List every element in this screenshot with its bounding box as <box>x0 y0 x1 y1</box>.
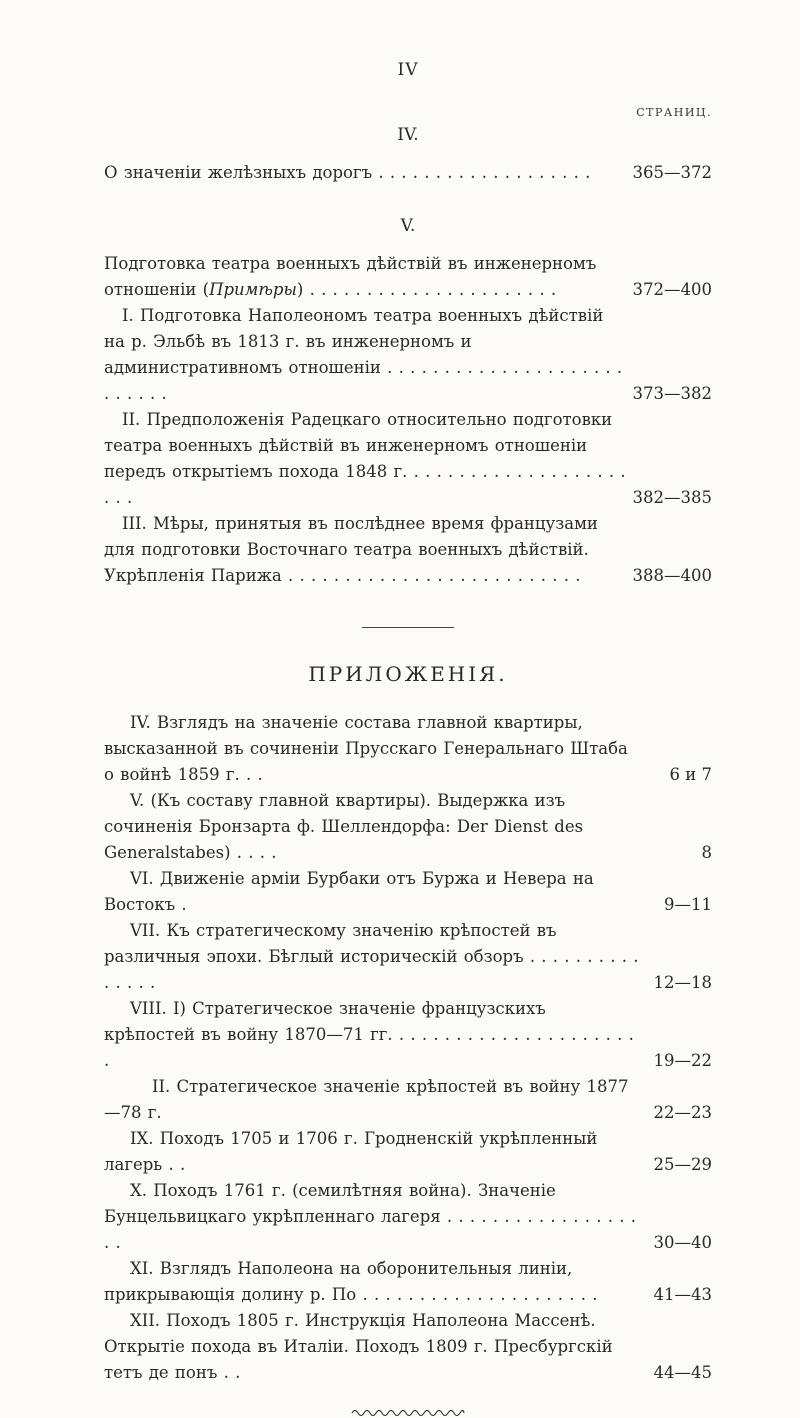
entry-text: VII. Къ стратегическому значенію крѣпостей въ различныя эпохи. Бѣглый историческій обзоръ . . . . . . . . . . . . . . . <box>104 921 639 992</box>
entry-text-pre: Подготовка театра военныхъ дѣйствій въ инженерномъ отношеніи ( <box>104 254 597 299</box>
entry-pages: 8 <box>701 843 712 862</box>
appendix-heading: ПРИЛОЖЕНІЯ. <box>308 662 508 686</box>
toc-entry <box>104 407 712 511</box>
entry-pages: 365—372 <box>632 163 712 182</box>
entry-text: VIII. I) Стратегическое значеніе французскихъ крѣпостей въ войну 1870—71 гг. . . . . . . . . . . . . . . . . . . . . . . <box>104 999 634 1070</box>
toc-entry <box>104 1308 712 1386</box>
toc-entry <box>104 303 712 407</box>
entry-text: V. (Къ составу главной квартиры). Выдержка изъ сочиненія Бронзарта ф. Шеллендорфа: Der Dienst des Generalstabes) . . . . <box>104 791 584 862</box>
pages-column-header: СТРАНИЦ. <box>636 106 712 119</box>
entry-text: IV. Взглядъ на значеніе состава главной квартиры, высказанной въ сочиненіи Прусскаго Генеральнаго Штаба о войнѣ 1859 г. . . <box>104 713 628 784</box>
entry-pages: 6 и 7 <box>669 765 712 784</box>
toc-entry <box>104 160 712 186</box>
entry-pages: 41—43 <box>653 1285 712 1304</box>
entry-pages: 19—22 <box>653 1051 712 1070</box>
section-heading-v: V. <box>400 216 416 236</box>
entry-text: II. Стратегическое значеніе крѣпостей въ войну 1877—78 г. <box>104 1077 629 1122</box>
entry-pages: 382—385 <box>632 488 712 507</box>
toc-entry <box>104 1074 712 1126</box>
toc-entry <box>104 1256 712 1308</box>
entry-pages: 373—382 <box>632 384 712 403</box>
entry-text: III. Мѣры, принятыя въ послѣднее время французами для подготовки Восточнаго театра военныхъ дѣйствій. Укрѣпленія Парижа . . . . . . . . . . . . . . . . . . . . . . . . . . <box>104 514 598 585</box>
section-heading-iv: IV. <box>397 125 419 145</box>
entry-pages: 388—400 <box>632 566 712 585</box>
entry-text: XII. Походъ 1805 г. Инструкція Наполеона Массенѣ. Открытіе похода въ Италіи. Походъ 1809 г. Пресбургскій тетъ де понъ . . <box>104 1311 613 1382</box>
toc-entry <box>104 1178 712 1256</box>
entry-pages: 30—40 <box>653 1233 712 1252</box>
toc-entry <box>104 1126 712 1178</box>
entry-pages: 25—29 <box>653 1155 712 1174</box>
toc-entry <box>104 918 712 996</box>
entry-text: VI. Движеніе арміи Бурбаки отъ Буржа и Невера на Востокъ . <box>104 869 594 914</box>
wavy-line-ornament <box>350 1406 466 1418</box>
entry-pages: 22—23 <box>653 1103 712 1122</box>
toc-entry <box>104 996 712 1074</box>
entry-text <box>104 251 627 303</box>
entry-text-post: ) . . . . . . . . . . . . . . . . . . . . . . <box>296 280 557 299</box>
entry-pages: 44—45 <box>653 1363 712 1382</box>
entry-text: IX. Походъ 1705 и 1706 г. Гродненскій укрѣпленный лагерь . . <box>104 1129 598 1174</box>
entry-text: О значеніи желѣзныхъ дорогъ . . . . . . . . . . . . . . . . . . . <box>104 163 591 182</box>
toc-entry <box>104 788 712 866</box>
entry-text: X. Походъ 1761 г. (семилѣтняя война). Значеніе Бунцельвицкаго укрѣпленнаго лагеря . . . . . . . . . . . . . . . . . . . <box>104 1181 636 1252</box>
entry-text: I. Подготовка Наполеономъ театра военныхъ дѣйствій на р. Эльбѣ въ 1813 г. въ инженерномъ и административномъ отношеніи . . . . . . . . . . . . . . . . . . . . . . . . . . . <box>104 306 623 403</box>
toc-entry <box>104 511 712 589</box>
entry-text: II. Предположенія Радецкаго относительно подготовки театра военныхъ дѣйствій въ инженерномъ отношеніи передъ открытіемъ похода 1848 г. . . . . . . . . . . . . . . . . . . . . . . <box>104 410 626 507</box>
entry-text: XI. Взглядъ Наполеона на оборонительныя линіи, прикрывающія долину р. По . . . . . . . . . . . . . . . . . . . . . <box>104 1259 598 1304</box>
page-number: IV <box>397 60 419 80</box>
entry-pages: 9—11 <box>664 895 712 914</box>
entry-pages: 12—18 <box>653 973 712 992</box>
toc-entry <box>104 866 712 918</box>
entry-pages: 372—400 <box>632 280 712 299</box>
toc-entry <box>104 251 712 303</box>
entry-text-italic: Примѣры <box>209 280 297 299</box>
toc-entry <box>104 710 712 788</box>
section-divider <box>362 627 454 628</box>
